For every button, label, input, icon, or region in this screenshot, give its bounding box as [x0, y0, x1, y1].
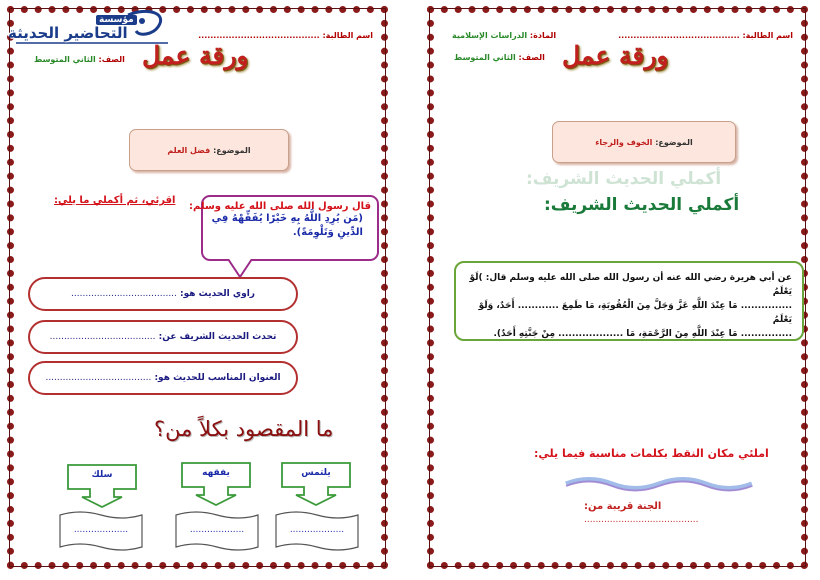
word-arrow-1: [280, 461, 352, 507]
hadith-line-2[interactable]: ............... مَا عِنْدَ اللَّهِ عَزَّ وَجَلَّ مِنَ الْعُقُوبَةِ، مَا طَمِعَ ............ أَحَدٌ، وَلَوْ يَعْلَمُ: [478, 301, 792, 325]
sentence-dots[interactable]: ........................................: [584, 515, 699, 525]
worksheet-left: [7, 6, 388, 569]
wavy-ribbon-icon: [564, 473, 754, 495]
student-name-field: [198, 31, 373, 40]
complete-title: أكملي الحديث الشريف:: [544, 195, 740, 215]
logo-line-2: التحاضير الحديثة: [8, 24, 128, 42]
grade-field: [34, 55, 125, 64]
hadith-line-1: عن أبي هريرة رضي الله عنه أن رسول الله صلى الله عليه وسلم قال: )لَوْ يَعْلَمُ: [469, 273, 792, 297]
topic-box: [552, 121, 736, 163]
topic-value: فضل العلم: [167, 145, 211, 155]
question-topic-dots[interactable]: .....................................: [49, 332, 156, 342]
word-label-1: يلتمس: [301, 468, 331, 478]
logo-line-1: مؤسسة: [96, 15, 137, 25]
grade-value: الثاني المتوسط: [34, 55, 96, 64]
grade-field: [454, 53, 545, 62]
worksheet-title: ورقة عمل: [142, 41, 249, 70]
grade-label: الصف:: [518, 53, 545, 62]
question-narrator-label: راوي الحديث هو:: [180, 289, 255, 299]
hadith-bubble: [189, 195, 379, 261]
topic-box: [129, 129, 289, 171]
word-label-3: سلك: [91, 470, 113, 480]
question-title-label: العنوان المناسب للحديث هو:: [154, 373, 281, 383]
answer-box-3[interactable]: [58, 509, 144, 553]
worksheet-title: ورقة عمل: [562, 41, 669, 70]
question-title: [28, 361, 298, 395]
meaning-question: ما المقصود بكلاً من؟: [154, 417, 334, 441]
topic-label: الموضوع:: [655, 137, 693, 147]
answer-dots-3[interactable]: ...................: [73, 525, 129, 535]
word-label-2: يفقهه: [202, 468, 230, 478]
worksheet-right: [427, 6, 808, 569]
grade-value: الثاني المتوسط: [454, 53, 516, 62]
answer-dots-2[interactable]: ...................: [189, 525, 245, 535]
fill-instruction: املئي مكان النقط بكلمات مناسبة فيما يلي:: [534, 447, 769, 460]
hadith-fill-box: [454, 261, 804, 341]
question-title-dots[interactable]: .....................................: [45, 373, 152, 383]
student-name-dots[interactable]: ........................................: [618, 31, 740, 40]
answer-dots-1[interactable]: ...................: [289, 525, 345, 535]
bubble-tail-icon: [226, 259, 256, 279]
word-arrow-2: [180, 461, 252, 507]
answer-box-1[interactable]: [274, 509, 360, 553]
question-narrator-dots[interactable]: .....................................: [71, 289, 177, 299]
hadith-line-3[interactable]: ............... مَا عِنْدَ اللَّهِ مِنَ الرَّحْمَةِ، مَا ................... مِنْ جَنَّتِهِ أَحَدٌ).: [493, 329, 792, 339]
question-narrator: [28, 277, 298, 311]
sentence-label: الجنة قريبة من:: [584, 501, 662, 512]
sentence-field: [584, 501, 661, 512]
answer-box-2[interactable]: [174, 509, 260, 553]
hadith-intro: قال رسول الله صلى الله عليه وسلم:: [189, 201, 371, 212]
student-name-label: اسم الطالبة:: [322, 31, 373, 40]
question-topic-label: تحدث الحديث الشريف عن:: [158, 332, 277, 342]
subject-field: [452, 31, 556, 40]
question-topic: [28, 320, 298, 354]
topic-label: الموضوع:: [213, 145, 251, 155]
word-arrow-3: [66, 463, 138, 509]
subject-label: المادة:: [529, 31, 557, 40]
subject-value: الدراسات الإسلامية: [452, 31, 528, 40]
complete-title-shadow: أكملي الحديث الشريف:: [526, 169, 722, 189]
student-name-field: [618, 31, 793, 40]
grade-label: الصف:: [98, 55, 125, 64]
student-name-label: اسم الطالبة:: [742, 31, 793, 40]
student-name-dots[interactable]: ........................................: [198, 31, 320, 40]
topic-value: الخوف والرجاء: [595, 137, 653, 147]
hadith-text: (مَن يُرِدِ اللَّهُ بِهِ خَيْرًا يُفَقِّهْهُ فِي الدِّينِ وَتَلْوِمَةً).: [211, 213, 363, 238]
read-instruction: اقرئي، ثم أكملي ما يلي:: [54, 195, 176, 206]
